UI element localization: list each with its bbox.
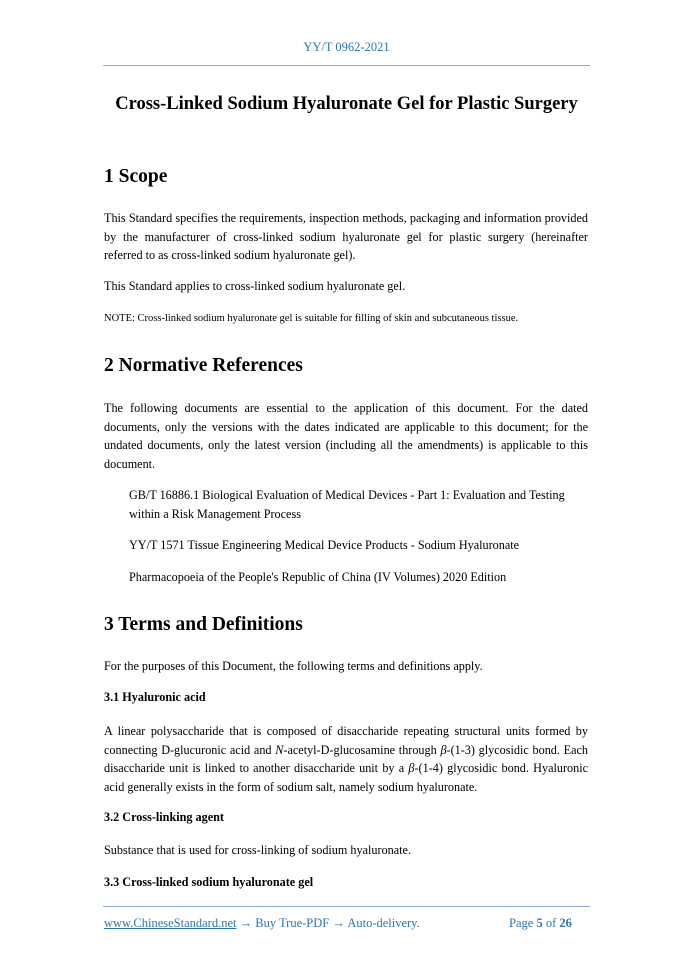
definition-italic: β <box>408 761 415 775</box>
running-header: YY/T 0962-2021 <box>303 40 390 54</box>
term-heading: 3.3 Cross-linked sodium hyaluronate gel <box>104 875 314 889</box>
definition-text: -(1-4) glycosidic bond. Hyaluronic acid generally exists in the form of sodium salt, namely sodium hyaluronate. <box>104 761 589 794</box>
normative-references-intro: The following documents are essential to the application of this document. For the dated documents, only the versions with the dates indicated are applicable to this document; for the undated documents, only the latest version (including all the amendments) is applicable to this document. <box>104 401 588 471</box>
footer-links <box>104 916 420 931</box>
footer-divider <box>103 906 590 907</box>
section-2-heading: 2 Normative References <box>104 355 303 376</box>
current-page: 5 <box>536 916 543 930</box>
definition-text: A linear polysaccharide that is composed of disaccharide repeating structural units formed by connecting D-glucuronic acid and <box>104 724 588 757</box>
page-label: Page <box>509 916 537 930</box>
scope-paragraph-2: This Standard applies to cross-linked sodium hyaluronate gel. <box>104 279 406 293</box>
section-1-heading: 1 Scope <box>104 166 168 187</box>
definition-italic: N <box>275 742 284 757</box>
terms-intro: For the purposes of this Document, the following terms and definitions apply. <box>104 659 483 673</box>
definition-italic: β <box>440 742 447 757</box>
reference-item: GB/T 16886.1 Biological Evaluation of Medical Devices - Part 1: Evaluation and Testing within a Risk Management Process <box>129 488 565 521</box>
header-divider <box>103 65 590 66</box>
arrow-icon: → <box>329 916 348 930</box>
term-heading: 3.1 Hyaluronic acid <box>104 690 206 704</box>
section-3-heading: 3 Terms and Definitions <box>104 614 303 635</box>
total-pages: 26 <box>559 916 572 930</box>
reference-item: Pharmacopoeia of the People's Republic of China (IV Volumes) 2020 Edition <box>129 570 507 584</box>
of-label: of <box>542 916 560 930</box>
term-heading: 3.2 Cross-linking agent <box>104 810 224 824</box>
auto-delivery-text: Auto-delivery. <box>347 916 420 930</box>
reference-item: YY/T 1571 Tissue Engineering Medical Device Products - Sodium Hyaluronate <box>129 538 520 552</box>
definition-text: -acetyl-D-glucosamine through <box>283 742 441 757</box>
definition-text: -(1-3) glycosidic bond. Each disaccharide unit is linked to another disaccharide unit by a <box>104 742 589 775</box>
page-number <box>509 916 572 931</box>
arrow-icon: → <box>236 916 256 930</box>
document-title: Cross-Linked Sodium Hyaluronate Gel for Plastic Surgery <box>115 94 578 114</box>
term-definition: Substance that is used for cross-linking of sodium hyaluronate. <box>104 843 412 857</box>
website-link[interactable]: www.ChineseStandard.net <box>104 916 237 930</box>
buy-pdf-text: Buy True-PDF <box>255 916 330 930</box>
term-definition <box>104 722 588 796</box>
scope-note: NOTE: Cross-linked sodium hyaluronate gel is suitable for filling of skin and subcutaneous tissue. <box>104 313 519 324</box>
scope-paragraph-1: This Standard specifies the requirements, inspection methods, packaging and information provided by the manufacturer of cross-linked sodium hyaluronate gel for plastic surgery (hereinafter referred to as cross-linked sodium hyaluronate gel). <box>104 211 588 262</box>
